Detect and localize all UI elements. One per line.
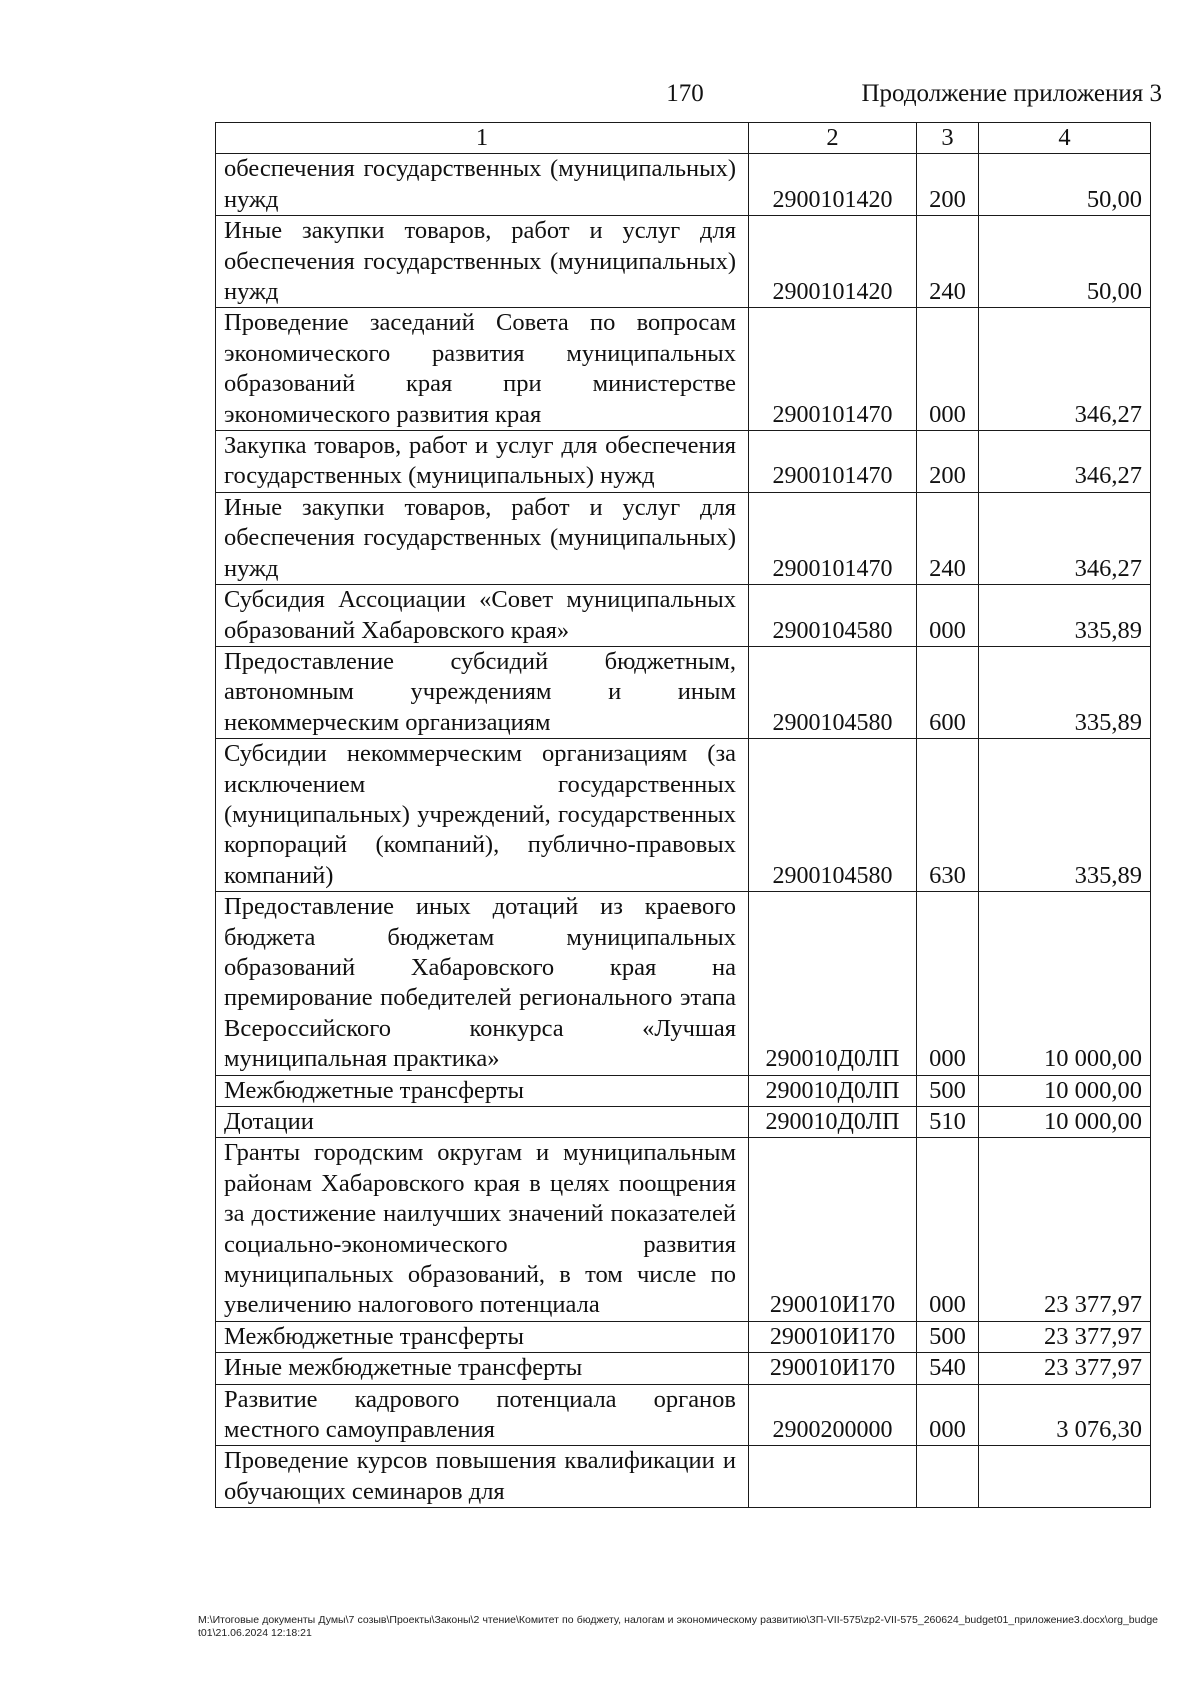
row-type: 000 xyxy=(917,1384,979,1446)
row-code: 2900104580 xyxy=(749,585,917,647)
row-name: Закупка товаров, работ и услуг для обеспечения государственных (муниципальных) нужд xyxy=(216,431,749,493)
row-name: Дотации xyxy=(216,1107,749,1138)
row-name: Предоставление иных дотаций из краевого бюджета бюджетам муниципальных образований Хабаровского края на премирование победителей регионального этапа Всероссийского конкурса «Лучшая муниципальная практика» xyxy=(216,892,749,1075)
row-type xyxy=(917,1446,979,1508)
table-row xyxy=(216,585,1151,647)
row-type: 240 xyxy=(917,492,979,584)
row-sum: 50,00 xyxy=(979,154,1151,216)
row-code: 290010Д0ЛП xyxy=(749,1107,917,1138)
row-sum: 335,89 xyxy=(979,739,1151,892)
row-sum: 10 000,00 xyxy=(979,892,1151,1075)
row-type: 600 xyxy=(917,646,979,738)
row-code: 290010И170 xyxy=(749,1138,917,1321)
column-header-3: 3 xyxy=(917,123,979,154)
row-code: 2900101470 xyxy=(749,308,917,431)
row-name: Проведение курсов повышения квалификации и обучающих семинаров для xyxy=(216,1446,749,1508)
row-name: обеспечения государственных (муниципальных) нужд xyxy=(216,154,749,216)
row-name: Субсидии некоммерческим организациям (за исключением государственных (муниципальных) учреждений, государственных корпораций (компаний), публично-правовых компаний) xyxy=(216,739,749,892)
row-code: 2900101420 xyxy=(749,154,917,216)
table-row xyxy=(216,154,1151,216)
row-type: 000 xyxy=(917,585,979,647)
row-code: 2900104580 xyxy=(749,646,917,738)
row-code: 290010Д0ЛП xyxy=(749,892,917,1075)
row-name: Межбюджетные трансферты xyxy=(216,1321,749,1352)
row-sum: 346,27 xyxy=(979,431,1151,493)
table-row xyxy=(216,1075,1151,1106)
row-name: Межбюджетные трансферты xyxy=(216,1075,749,1106)
row-code xyxy=(749,1446,917,1508)
row-sum: 346,27 xyxy=(979,492,1151,584)
row-code: 2900104580 xyxy=(749,739,917,892)
table-row xyxy=(216,646,1151,738)
row-sum: 335,89 xyxy=(979,585,1151,647)
row-name: Иные межбюджетные трансферты xyxy=(216,1353,749,1384)
table-header-row xyxy=(216,123,1151,154)
row-name: Иные закупки товаров, работ и услуг для обеспечения государственных (муниципальных) нужд xyxy=(216,216,749,308)
row-sum: 335,89 xyxy=(979,646,1151,738)
row-sum: 3 076,30 xyxy=(979,1384,1151,1446)
column-header-2: 2 xyxy=(749,123,917,154)
row-type: 000 xyxy=(917,308,979,431)
row-type: 000 xyxy=(917,892,979,1075)
row-code: 2900101420 xyxy=(749,216,917,308)
row-code: 290010Д0ЛП xyxy=(749,1075,917,1106)
file-path-footer: М:\Итоговые документы Думы\7 созыв\Проекты\Законы\2 чтение\Комитет по бюджету, налогам и экономическому развитию\ЗП-VII-575\zp2-VII-575_260624_budget01_приложение3.docx\org_budget01\21.06.2024 12:18:21 xyxy=(198,1614,1158,1639)
row-type: 200 xyxy=(917,431,979,493)
row-type: 510 xyxy=(917,1107,979,1138)
row-name: Иные закупки товаров, работ и услуг для обеспечения государственных (муниципальных) нужд xyxy=(216,492,749,584)
table-row xyxy=(216,216,1151,308)
row-type: 500 xyxy=(917,1075,979,1106)
row-name: Предоставление субсидий бюджетным, автономным учреждениям и иным некоммерческим организациям xyxy=(216,646,749,738)
table-row xyxy=(216,739,1151,892)
row-sum: 23 377,97 xyxy=(979,1353,1151,1384)
row-name: Проведение заседаний Совета по вопросам экономического развития муниципальных образований края при министерстве экономического развития края xyxy=(216,308,749,431)
row-code: 290010И170 xyxy=(749,1353,917,1384)
row-sum: 346,27 xyxy=(979,308,1151,431)
row-type: 540 xyxy=(917,1353,979,1384)
row-sum: 10 000,00 xyxy=(979,1107,1151,1138)
row-type: 630 xyxy=(917,739,979,892)
table-row xyxy=(216,1321,1151,1352)
row-sum: 10 000,00 xyxy=(979,1075,1151,1106)
row-sum xyxy=(979,1446,1151,1508)
table-row xyxy=(216,1138,1151,1321)
table-row xyxy=(216,1446,1151,1508)
row-sum: 50,00 xyxy=(979,216,1151,308)
row-name: Гранты городским округам и муниципальным районам Хабаровского края в целях поощрения за достижение наилучших значений показателей социально-экономического развития муниципальных образований, в том числе по увеличению налогового потенциала xyxy=(216,1138,749,1321)
table-row xyxy=(216,892,1151,1075)
row-type: 240 xyxy=(917,216,979,308)
table-row xyxy=(216,492,1151,584)
row-type: 500 xyxy=(917,1321,979,1352)
row-type: 000 xyxy=(917,1138,979,1321)
column-header-1: 1 xyxy=(216,123,749,154)
row-type: 200 xyxy=(917,154,979,216)
row-code: 2900101470 xyxy=(749,431,917,493)
table-row xyxy=(216,1107,1151,1138)
continuation-note: Продолжение приложения 3 xyxy=(861,80,1162,107)
row-code: 2900200000 xyxy=(749,1384,917,1446)
table-row xyxy=(216,308,1151,431)
page-number: 170 xyxy=(666,80,704,107)
table-row xyxy=(216,1353,1151,1384)
table-row xyxy=(216,1384,1151,1446)
row-name: Развитие кадрового потенциала органов местного самоуправления xyxy=(216,1384,749,1446)
budget-table xyxy=(215,122,1151,1508)
row-name: Субсидия Ассоциации «Совет муниципальных образований Хабаровского края» xyxy=(216,585,749,647)
row-sum: 23 377,97 xyxy=(979,1138,1151,1321)
row-code: 2900101470 xyxy=(749,492,917,584)
table-row xyxy=(216,431,1151,493)
column-header-4: 4 xyxy=(979,123,1151,154)
row-code: 290010И170 xyxy=(749,1321,917,1352)
row-sum: 23 377,97 xyxy=(979,1321,1151,1352)
